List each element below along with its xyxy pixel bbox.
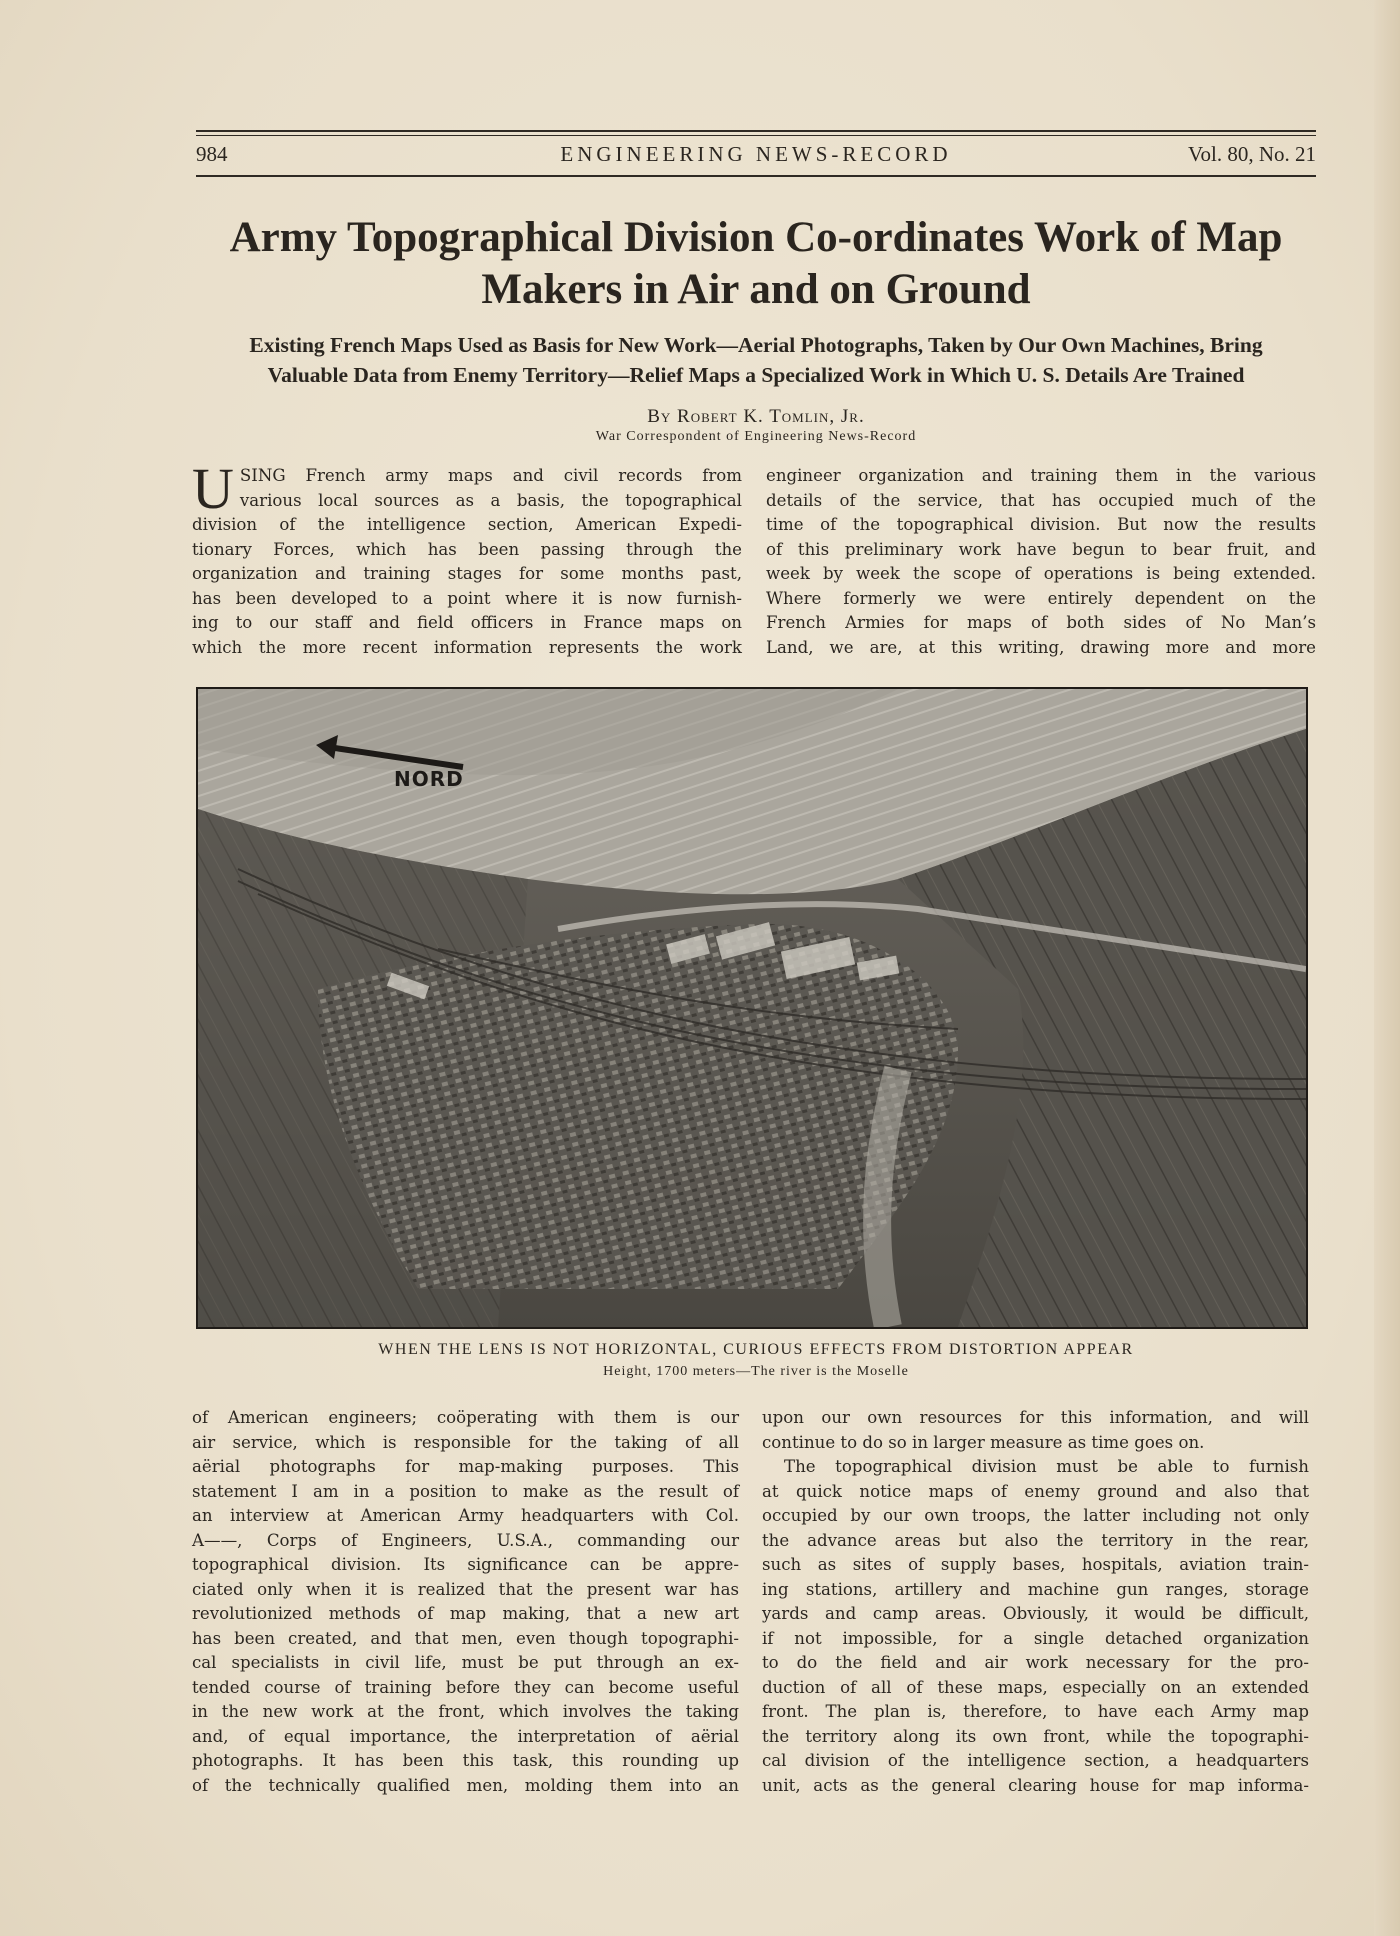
paragraph-line: tended course of training before they can become useful: [192, 1677, 739, 1697]
paragraph-line: details of the service, that has occupied much of the: [766, 490, 1316, 510]
paragraph-line: at quick notice maps of enemy ground and also that: [762, 1481, 1309, 1501]
paragraph-line: ing stations, artillery and machine gun ranges, storage: [762, 1579, 1309, 1599]
paragraph-line: Land, we are, at this writing, drawing more and more: [766, 637, 1316, 657]
subhead-line-1: Existing French Maps Used as Basis for New Work—Aerial Photographs, Taken by Our Own Machines, Bring: [249, 333, 1263, 357]
column-right-bottom: [762, 1406, 1309, 1798]
page-number: 984: [196, 142, 228, 166]
paragraph-line: continue to do so in larger measure as time goes on.: [762, 1432, 1205, 1452]
paragraph-line: an interview at American Army headquarters with Col.: [192, 1506, 739, 1525]
column-left-top: [192, 456, 742, 660]
byline: By Robert K. Tomlin, Jr.: [647, 406, 865, 427]
paragraph-line: organization and training stages for some months past,: [192, 564, 742, 583]
right-bottom-text: [762, 1455, 1309, 1798]
article-headline: [196, 212, 1316, 316]
paragraph-line: and, of equal importance, the interpretation of aërial: [192, 1726, 739, 1746]
subhead-line-2: Valuable Data from Enemy Territory—Relief Maps a Specialized Work in Which U. S. Details Are Trained: [267, 363, 1245, 387]
aerial-photograph: [196, 687, 1308, 1329]
column-left-bottom: [192, 1406, 739, 1798]
paragraph-line: [762, 1455, 1309, 1480]
paragraph-line: topographical division. Its significance can be appre-: [192, 1555, 739, 1574]
paragraph-line: upon our own resources for this information, and will: [762, 1408, 1309, 1427]
paragraph-line: Where formerly we were entirely dependent on the: [766, 588, 1316, 608]
paragraph-line: revolutionized methods of map making, that a new art: [192, 1604, 739, 1623]
paragraph-line: A——, Corps of Engineers, U.S.A., commanding our: [192, 1530, 739, 1550]
paragraph-line: ciated only when it is realized that the present war has: [192, 1579, 739, 1599]
byline-role: War Correspondent of Engineering News-Record: [595, 429, 917, 444]
paragraph-line: cal specialists in civil life, must be put through an ex-: [192, 1653, 739, 1672]
headline-line-2: Makers in Air and on Ground: [481, 266, 1031, 313]
paragraph-line: in the new work at the front, which involves the taking: [192, 1702, 739, 1721]
paragraph-line: cal division of the intelligence section, a headquarters: [762, 1751, 1309, 1770]
paragraph-line: time of the topographical division. But now the results: [766, 515, 1316, 534]
header-rule-bottom: [196, 175, 1316, 177]
paragraph-line: division of the intelligence section, American Expedi-: [192, 515, 742, 534]
paragraph-line: ing to our staff and field officers in France maps on: [192, 613, 742, 632]
paragraph-line: such as sites of supply bases, hospitals, aviation train-: [762, 1555, 1309, 1574]
header-rule-thin: [196, 135, 1316, 136]
paragraph-line-text: The topographical division must be able to furnish: [784, 1457, 1309, 1476]
paragraph-line: has been developed to a point where it is now furnish-: [192, 588, 742, 608]
right-top-text: [766, 464, 1316, 660]
paragraph-line: of American engineers; coöperating with them is our: [192, 1408, 739, 1427]
article-subhead: [180, 330, 1332, 390]
paragraph-line: French Armies for maps of both sides of No Man’s: [766, 613, 1316, 632]
paragraph-line: week by week the scope of operations is being extended.: [766, 564, 1316, 583]
column-right-top: [766, 464, 1316, 660]
paragraph-line: yards and camp areas. Obviously, it would be difficult,: [762, 1604, 1309, 1623]
photo-subcaption: Height, 1700 meters—The river is the Moselle: [603, 1364, 909, 1379]
paragraph-line: various local sources as a basis, the topographical: [239, 490, 742, 510]
paragraph-line: to do the field and air work necessary for the pro-: [762, 1653, 1309, 1672]
paragraph-line: has been created, and that men, even though topographi-: [192, 1628, 739, 1648]
aerial-photo-image: [198, 689, 1306, 1327]
paragraph-line: unit, acts as the general clearing house for map informa-: [762, 1775, 1309, 1795]
paragraph-line: of this preliminary work have begun to bear fruit, and: [766, 539, 1316, 559]
nord-label: NORD: [394, 767, 464, 791]
header-rule: [196, 130, 1316, 132]
paragraph-line: statement I am in a position to make as the result of: [192, 1481, 739, 1501]
paragraph-line: air service, which is responsible for the taking of all: [192, 1432, 739, 1452]
paragraph-line: which the more recent information represents the work: [192, 637, 742, 657]
page-edge: [1374, 0, 1400, 1936]
running-head: [196, 142, 1316, 170]
paragraph-line: engineer organization and training them in the various: [766, 466, 1316, 485]
left-top-text: [192, 456, 742, 660]
paragraph-line: of the technically qualified men, molding them into an: [192, 1775, 739, 1795]
photo-caption: WHEN THE LENS IS NOT HORIZONTAL, CURIOUS EFFECTS FROM DISTORTION APPEAR: [378, 1341, 1134, 1358]
paragraph-line: the advance areas but also the territory in the rear,: [762, 1530, 1309, 1550]
paragraph-line: front. The plan is, therefore, to have each Army map: [762, 1702, 1309, 1721]
headline-line-1: Army Topographical Division Co-ordinates Work of Map: [229, 214, 1283, 261]
journal-title: ENGINEERING NEWS-RECORD: [560, 142, 952, 166]
volume-issue: Vol. 80, No. 21: [1188, 142, 1316, 166]
paragraph-line: aërial photographs for map-making purposes. This: [192, 1457, 739, 1476]
drop-cap: U: [192, 456, 234, 521]
paragraph-line: duction of all of these maps, especially on an extended: [762, 1677, 1309, 1697]
paragraph-line: SING French army maps and civil records from: [239, 466, 742, 485]
left-bottom-text: [192, 1406, 739, 1798]
paragraph-line: if not impossible, for a single detached organization: [762, 1628, 1309, 1648]
paragraph-line: the territory along its own front, while the topographi-: [762, 1726, 1309, 1746]
paragraph-line: tionary Forces, which has been passing through the: [192, 539, 742, 559]
paragraph-line: photographs. It has been this task, this rounding up: [192, 1751, 739, 1770]
paragraph-line: occupied by our own troops, the latter including not only: [762, 1506, 1309, 1525]
